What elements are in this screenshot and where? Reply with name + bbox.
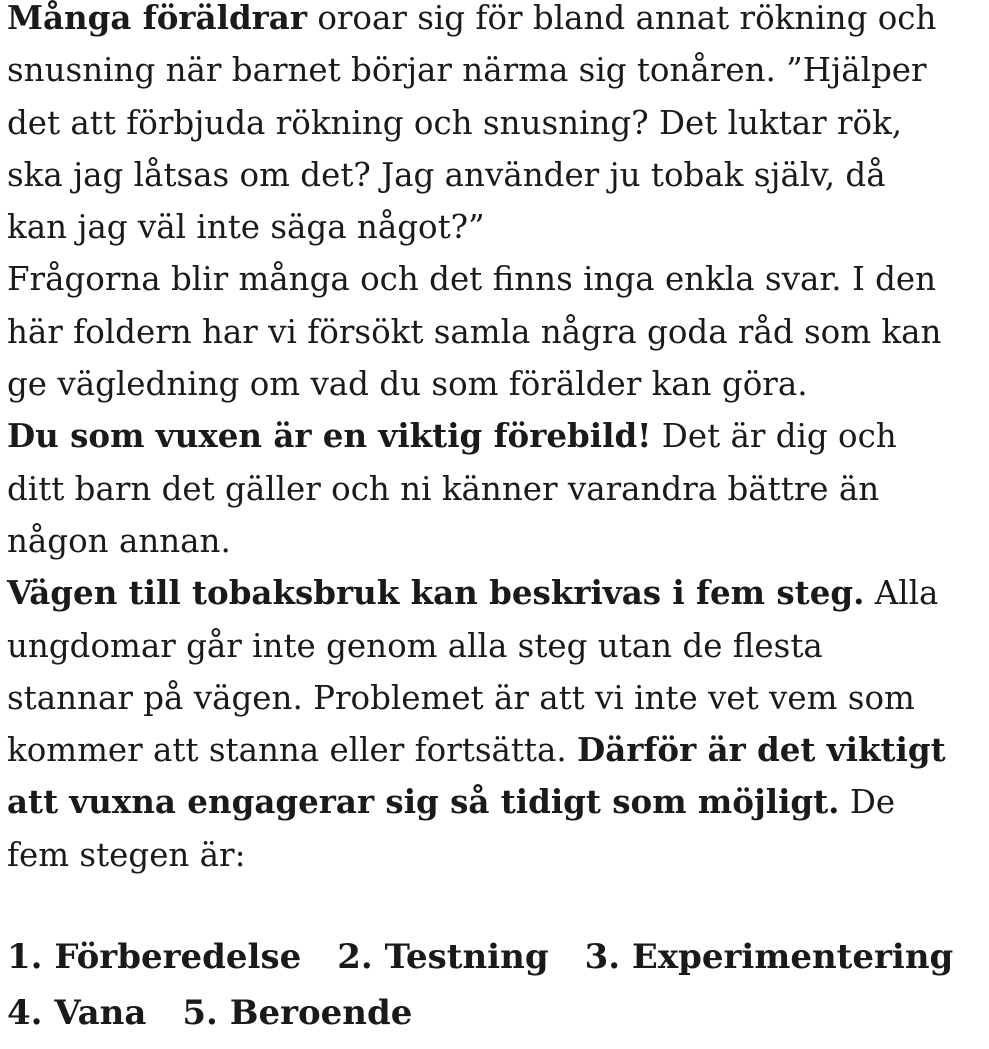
intro-paragraph [7,0,952,253]
five-steps-bold-mid: Därför är det viktigt att vuxna engagerar sig så tidigt som möjligt. [7,730,946,822]
step-item: 3. Experimentering [584,937,954,978]
five-steps-bold-lead: Vägen till tobaksbruk kan beskrivas i fem steg. [7,573,865,613]
intro-bold-lead: Många föräldrar [7,0,307,37]
step-item: 1. Förberedelse [7,937,302,978]
five-steps-text-2: De fem stegen är: [7,783,896,874]
step-item: 2. Testning [337,937,549,978]
step-item: 4. Vana [7,993,147,1034]
intro-text: oroar sig för bland annat rökning och snusning när barnet börjar närma sig tonåren. ”Hjälper det att förbjuda rökning och snusning? Det luktar rök, ska jag låtsas om det? Jag använder ju tobak själv, då kan jag väl inte säga något?” [7,0,937,247]
five-steps-paragraph [7,567,952,881]
role-model-bold-lead: Du som vuxen är en viktig förebild! [7,416,652,456]
step-item: 5. Beroende [182,993,413,1034]
questions-text: Frågorna blir många och det finns inga enkla svar. I den här foldern har vi försökt samla några goda råd som kan ge vägledning om vad du som förälder kan göra. [7,260,942,404]
role-model-text: Det är dig och ditt barn det gäller och ni känner varandra bättre än någon annan. [7,417,897,560]
five-steps-text-1: Alla ungdomar går inte genom alla steg utan de flesta stannar på vägen. Problemet är att vi inte vet vem som kommer att stanna eller fortsätta. [7,574,939,770]
questions-paragraph [7,253,952,410]
role-model-paragraph [7,410,952,567]
steps-list [7,929,952,1041]
